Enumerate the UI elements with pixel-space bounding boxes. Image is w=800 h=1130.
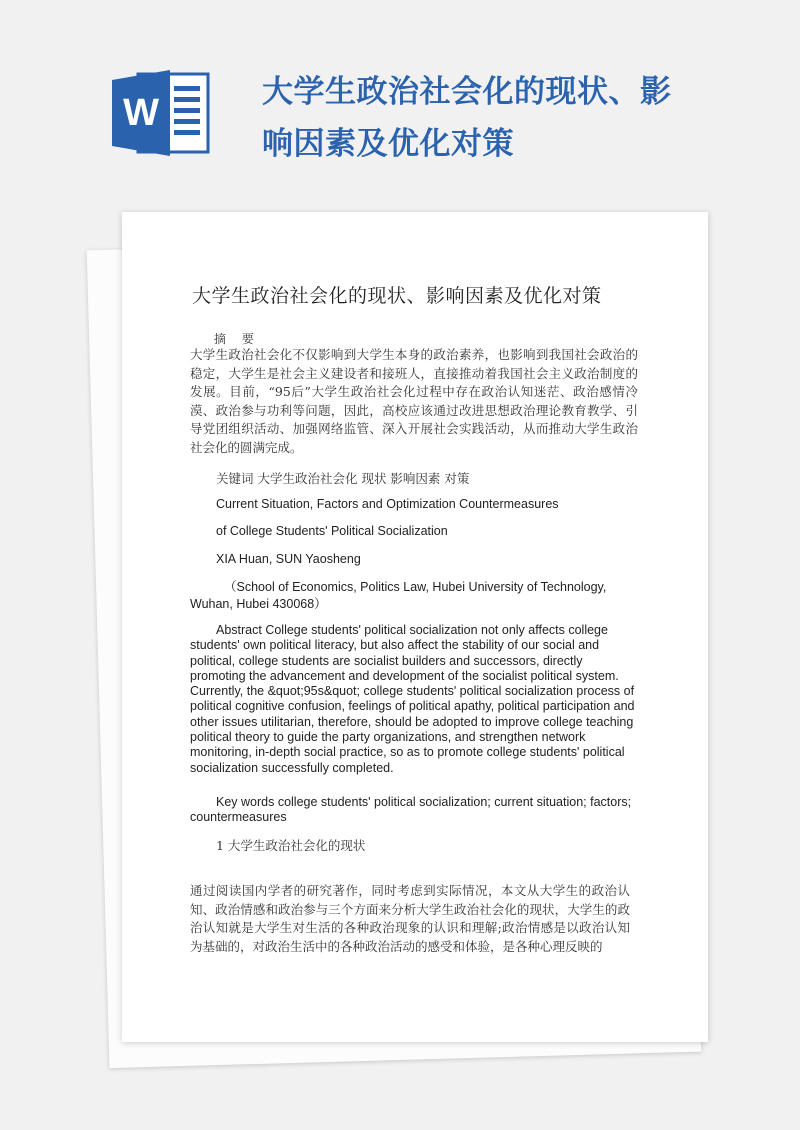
english-title-line-2: of College Students' Political Socialization [216, 524, 448, 538]
section-1-heading: 1 大学生政治社会化的现状 [216, 838, 366, 853]
section-1-body: 通过阅读国内学者的研究著作，同时考虑到实际情况，本文从大学生的政治认知、政治情感和政治参与三个方面来分析大学生政治社会化的现状，大学生的政治认知就是大学生对生活的各种政治现象的认识和理解;政治情感是以政治认知为基础的，对政治生活中的各种政治活动的感受和体验，是各种心理反映的 [190, 883, 630, 954]
keywords-en: Key words college students' political socialization; current situation; factors; countermeasures [190, 795, 632, 825]
word-document-icon [110, 68, 210, 158]
abstract-zh: 大学生政治社会化不仅影响到大学生本身的政治素养，也影响到我国社会政治的稳定，大学生是社会主义建设者和接班人，直接推动着我国社会主义政治制度的发展。目前，“95后”大学生政治社会化过程中存在政治认知迷茫、政治感情冷漠、政治参与功利等问题，因此，高校应该通过改进思想政治理论教育教学、引导党团组织活动、加强网络监管、深入开展社会实践活动，从而推动大学生政治社会化的圆满完成。 [190, 347, 638, 455]
document-title: 大学生政治社会化的现状、影响因素及优化对策 [192, 285, 602, 307]
header-title: 大学生政治社会化的现状、影响因素及优化对策 [262, 74, 672, 162]
affiliation: （School of Economics, Politics Law, Hubei University of Technology, Wuhan, Hubei 430068） [190, 580, 607, 611]
word-icon-letter: W [123, 92, 159, 134]
english-title-line-1: Current Situation, Factors and Optimization Countermeasures [216, 497, 559, 511]
document-page [122, 212, 708, 1042]
abstract-en: Abstract College students' political socialization not only affects college students' own political literacy, but also affect the stability of our social and political, college students are socialist builders and successors, directly promoting the advancement and development of the socialist political system. Currently, the &quot;95s&quot; college students' political socialization process of political cognitive confusion, feelings of political apathy, political participation and other issues utilitarian, therefore, should be adopted to improve college teaching political theory to guide the party organizations, and strengthen network monitoring, in-depth social practice, so as to promote college students' political socialization successfully completed. [190, 623, 635, 775]
abstract-label: 摘 要 [214, 332, 260, 346]
authors: XIA Huan, SUN Yaosheng [216, 552, 361, 566]
keywords-zh: 关键词 大学生政治社会化 现状 影响因素 对策 [216, 471, 470, 486]
